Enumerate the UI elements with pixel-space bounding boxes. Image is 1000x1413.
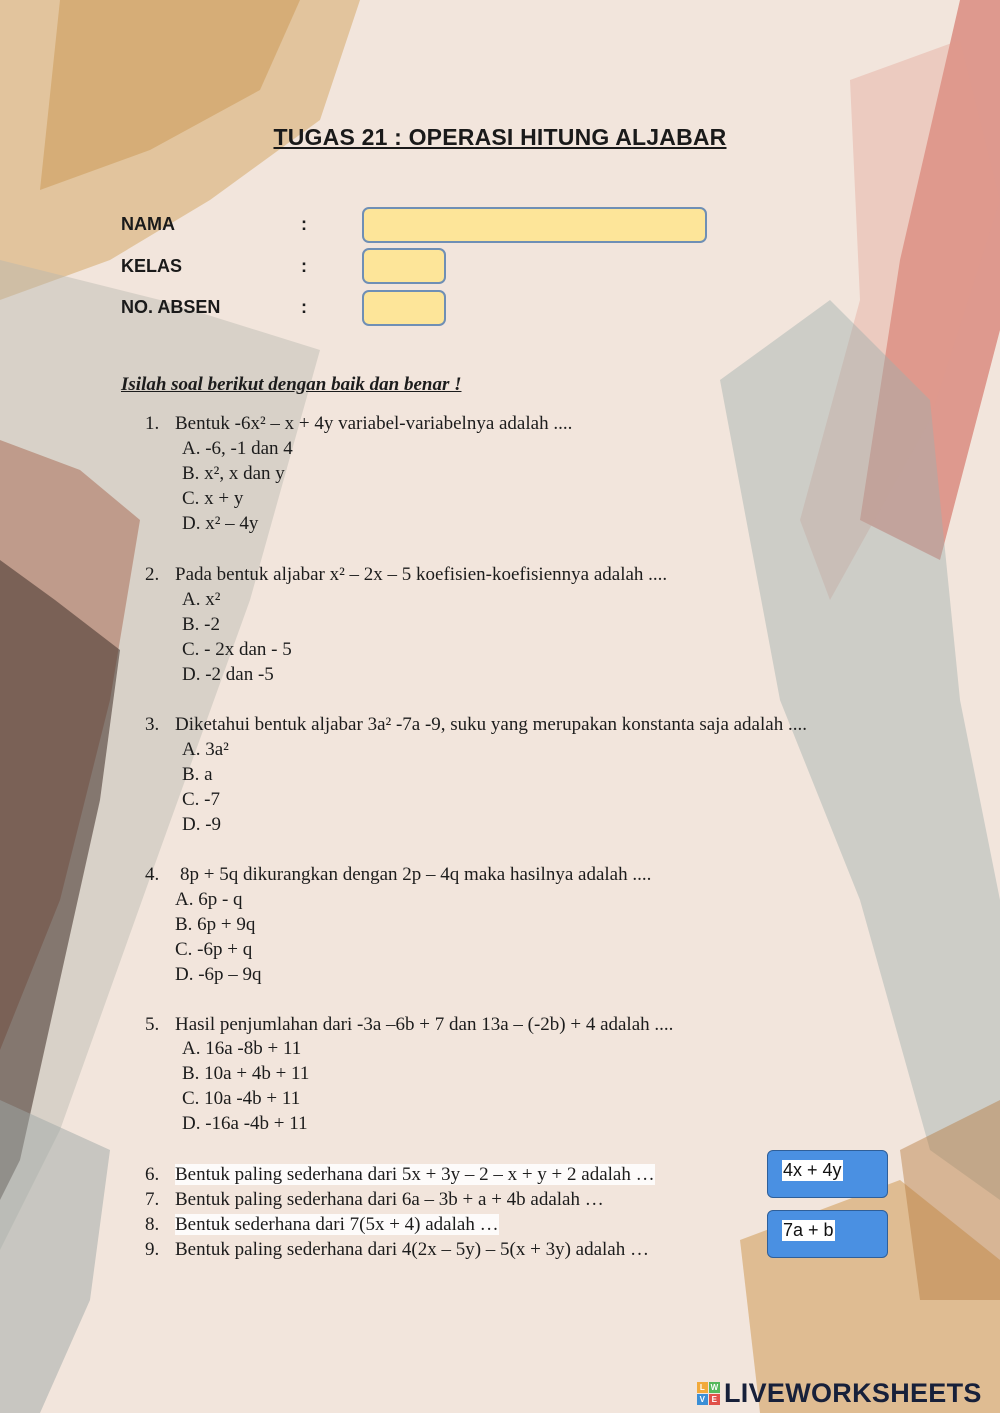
- kelas-colon: :: [301, 256, 307, 276]
- question-number: 2.: [145, 564, 160, 585]
- question-7: [145, 1187, 604, 1212]
- option: B. 10a + 4b + 11: [182, 1063, 310, 1084]
- answer-box-1[interactable]: [767, 1150, 888, 1198]
- option: B. -2: [182, 614, 220, 635]
- logo-letter: E: [709, 1394, 720, 1405]
- option: C. -6p + q: [175, 939, 253, 960]
- no-absen-label: NO. ABSEN: [121, 297, 221, 317]
- option: C. - 2x dan - 5: [182, 639, 292, 660]
- option: A. 3a²: [182, 739, 229, 760]
- question-1: [145, 411, 572, 436]
- logo-text: LIVEWORKSHEETS: [724, 1378, 982, 1408]
- question-3: [145, 712, 807, 737]
- question-text: Bentuk paling sederhana dari 5x + 3y – 2 – x + y + 2 adalah …: [175, 1164, 655, 1185]
- question-text: Diketahui bentuk aljabar 3a² -7a -9, suku yang merupakan konstanta saja adalah ....: [175, 714, 807, 735]
- question-text: Bentuk sederhana dari 7(5x + 4) adalah …: [175, 1214, 499, 1235]
- option: D. -16a -4b + 11: [182, 1113, 308, 1134]
- question-number: 5.: [145, 1014, 160, 1035]
- question-number: 9.: [145, 1239, 160, 1260]
- option: A. -6, -1 dan 4: [182, 438, 293, 459]
- option: B. a: [182, 764, 213, 785]
- liveworksheets-logo-mark: [697, 1382, 720, 1405]
- question-5: [145, 1012, 673, 1037]
- question-text: Bentuk paling sederhana dari 6a – 3b + a + 4b adalah …: [175, 1189, 604, 1210]
- answer-box-2[interactable]: [767, 1210, 888, 1258]
- option: B. x², x dan y: [182, 463, 285, 484]
- answer-value: 4x + 4y: [783, 1160, 842, 1180]
- question-6: [145, 1162, 655, 1187]
- logo-letter: V: [697, 1394, 708, 1405]
- question-8: [145, 1212, 499, 1237]
- option: D. -9: [182, 814, 222, 835]
- kelas-input[interactable]: [362, 248, 446, 284]
- question-number: 3.: [145, 714, 160, 735]
- question-text: Pada bentuk aljabar x² – 2x – 5 koefisien-koefisiennya adalah ....: [175, 564, 668, 585]
- nama-colon: :: [301, 214, 307, 234]
- option: A. x²: [182, 589, 221, 610]
- logo-letter: W: [710, 1383, 719, 1392]
- question-4: [145, 862, 651, 887]
- no-absen-colon: :: [301, 297, 307, 317]
- question-number: 7.: [145, 1189, 160, 1210]
- option: A. 16a -8b + 11: [182, 1038, 302, 1059]
- question-text: Bentuk -6x² – x + 4y variabel-variabelnya adalah ....: [175, 413, 573, 434]
- question-text: Bentuk paling sederhana dari 4(2x – 5y) – 5(x + 3y) adalah …: [175, 1239, 649, 1260]
- option: C. x + y: [182, 488, 244, 509]
- no-absen-input[interactable]: [362, 290, 446, 326]
- option: D. x² – 4y: [182, 513, 259, 534]
- question-text: Hasil penjumlahan dari -3a –6b + 7 dan 13a – (-2b) + 4 adalah ....: [175, 1014, 674, 1035]
- question-text: 8p + 5q dikurangkan dengan 2p – 4q maka hasilnya adalah ....: [180, 864, 652, 885]
- page-title: TUGAS 21 : OPERASI HITUNG ALJABAR: [273, 124, 727, 150]
- question-number: 1.: [145, 413, 160, 434]
- logo-letter: L: [697, 1382, 708, 1393]
- option: A. 6p - q: [175, 889, 243, 910]
- option: C. -7: [182, 789, 220, 810]
- nama-label: NAMA: [121, 214, 175, 234]
- question-number: 4.: [145, 864, 160, 885]
- answer-value: 7a + b: [783, 1220, 834, 1240]
- question-9: [145, 1237, 649, 1262]
- nama-input[interactable]: [362, 207, 707, 243]
- question-2: [145, 562, 667, 587]
- question-number: 6.: [145, 1164, 160, 1185]
- option: C. 10a -4b + 11: [182, 1088, 301, 1109]
- option: B. 6p + 9q: [175, 914, 256, 935]
- question-number: 8.: [145, 1214, 160, 1235]
- option: D. -6p – 9q: [175, 964, 262, 985]
- instruction: Isilah soal berikut dengan baik dan benar !: [121, 374, 462, 395]
- option: D. -2 dan -5: [182, 664, 274, 685]
- kelas-label: KELAS: [121, 256, 183, 276]
- liveworksheets-logo: [697, 1378, 982, 1409]
